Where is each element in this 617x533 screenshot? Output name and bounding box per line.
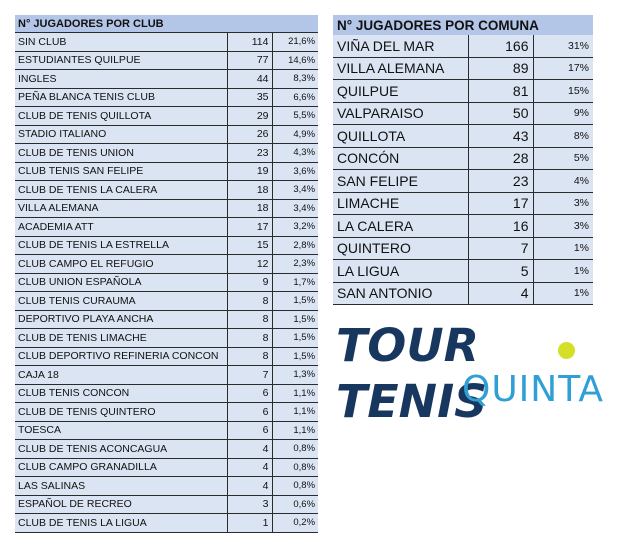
club-row bbox=[15, 88, 318, 107]
club-count-cell: 35 bbox=[227, 88, 272, 107]
club-name-cell: CLUB CAMPO EL REFUGIO bbox=[15, 255, 227, 274]
club-pct-cell: 1,1% bbox=[272, 421, 318, 440]
comuna-table-header-row bbox=[333, 15, 593, 35]
club-row bbox=[15, 347, 318, 366]
club-count-cell: 6 bbox=[227, 403, 272, 422]
club-count-cell: 77 bbox=[227, 51, 272, 70]
club-row bbox=[15, 514, 318, 533]
club-count-cell: 4 bbox=[227, 458, 272, 477]
tennis-ball-icon bbox=[558, 342, 575, 359]
club-pct-cell: 1,5% bbox=[272, 292, 318, 311]
comuna-row bbox=[333, 125, 593, 148]
comuna-name-cell: QUINTERO bbox=[333, 237, 468, 260]
comuna-pct-cell: 31% bbox=[533, 35, 593, 57]
comuna-pct-cell: 9% bbox=[533, 102, 593, 125]
club-count-cell: 8 bbox=[227, 329, 272, 348]
club-name-cell: CLUB DE TENIS LA LIGUA bbox=[15, 514, 227, 533]
club-count-cell: 8 bbox=[227, 292, 272, 311]
comuna-count-cell: 7 bbox=[468, 237, 533, 260]
comuna-pct-cell: 17% bbox=[533, 57, 593, 80]
comuna-count-cell: 43 bbox=[468, 125, 533, 148]
club-pct-cell: 21,6% bbox=[272, 33, 318, 52]
comuna-table-title: N° JUGADORES POR COMUNA bbox=[333, 15, 593, 35]
comuna-name-cell: SAN ANTONIO bbox=[333, 282, 468, 305]
comuna-name-cell: QUILLOTA bbox=[333, 125, 468, 148]
comuna-count-cell: 17 bbox=[468, 192, 533, 215]
club-pct-cell: 2,8% bbox=[272, 236, 318, 255]
comuna-pct-cell: 1% bbox=[533, 282, 593, 305]
club-pct-cell: 2,3% bbox=[272, 255, 318, 274]
comuna-table-body bbox=[333, 35, 593, 305]
comuna-row bbox=[333, 170, 593, 193]
club-row bbox=[15, 273, 318, 292]
comuna-pct-cell: 4% bbox=[533, 170, 593, 193]
club-pct-cell: 0,6% bbox=[272, 495, 318, 514]
comuna-pct-cell: 3% bbox=[533, 192, 593, 215]
comuna-count-cell: 89 bbox=[468, 57, 533, 80]
club-pct-cell: 6,6% bbox=[272, 88, 318, 107]
club-count-cell: 44 bbox=[227, 70, 272, 89]
logo-subtitle: QUINTA bbox=[462, 369, 605, 410]
comuna-row bbox=[333, 35, 593, 57]
comuna-name-cell: LA CALERA bbox=[333, 215, 468, 238]
club-pct-cell: 4,9% bbox=[272, 125, 318, 144]
club-pct-cell: 1,1% bbox=[272, 384, 318, 403]
comuna-count-cell: 81 bbox=[468, 80, 533, 103]
comuna-name-cell: QUILPUE bbox=[333, 80, 468, 103]
club-row bbox=[15, 421, 318, 440]
club-row bbox=[15, 403, 318, 422]
club-row bbox=[15, 125, 318, 144]
club-pct-cell: 1,1% bbox=[272, 403, 318, 422]
comuna-name-cell: VIÑA DEL MAR bbox=[333, 35, 468, 57]
club-name-cell: DEPORTIVO PLAYA ANCHA bbox=[15, 310, 227, 329]
comuna-pct-cell: 3% bbox=[533, 215, 593, 238]
club-pct-cell: 1,5% bbox=[272, 347, 318, 366]
club-row bbox=[15, 495, 318, 514]
club-row bbox=[15, 292, 318, 311]
club-pct-cell: 1,7% bbox=[272, 273, 318, 292]
club-name-cell: CLUB DE TENIS UNION bbox=[15, 144, 227, 163]
comuna-name-cell: CONCÓN bbox=[333, 147, 468, 170]
club-count-cell: 15 bbox=[227, 236, 272, 255]
club-pct-cell: 0,8% bbox=[272, 477, 318, 496]
comuna-row bbox=[333, 237, 593, 260]
club-count-cell: 9 bbox=[227, 273, 272, 292]
club-row bbox=[15, 162, 318, 181]
club-pct-cell: 3,2% bbox=[272, 218, 318, 237]
club-name-cell: INGLES bbox=[15, 70, 227, 89]
comuna-name-cell: SAN FELIPE bbox=[333, 170, 468, 193]
comuna-count-cell: 5 bbox=[468, 260, 533, 283]
comuna-count-cell: 28 bbox=[468, 147, 533, 170]
club-pct-cell: 3,6% bbox=[272, 162, 318, 181]
comuna-row bbox=[333, 80, 593, 103]
club-name-cell: CLUB UNION ESPAÑOLA bbox=[15, 273, 227, 292]
club-row bbox=[15, 70, 318, 89]
club-count-cell: 8 bbox=[227, 347, 272, 366]
club-pct-cell: 0,8% bbox=[272, 440, 318, 459]
club-row bbox=[15, 255, 318, 274]
club-pct-cell: 0,2% bbox=[272, 514, 318, 533]
comuna-row bbox=[333, 102, 593, 125]
club-name-cell: CLUB DE TENIS LA ESTRELLA bbox=[15, 236, 227, 255]
club-row bbox=[15, 51, 318, 70]
comuna-name-cell: LIMACHE bbox=[333, 192, 468, 215]
club-table-header-row bbox=[15, 15, 318, 33]
club-pct-cell: 1,3% bbox=[272, 366, 318, 385]
club-table-title: N° JUGADORES POR CLUB bbox=[15, 15, 318, 33]
logo-title: TOUR TENIS bbox=[336, 319, 488, 428]
club-name-cell: VILLA ALEMANA bbox=[15, 199, 227, 218]
club-row bbox=[15, 199, 318, 218]
club-count-cell: 18 bbox=[227, 181, 272, 200]
comuna-pct-cell: 15% bbox=[533, 80, 593, 103]
club-name-cell: ACADEMIA ATT bbox=[15, 218, 227, 237]
club-name-cell: STADIO ITALIANO bbox=[15, 125, 227, 144]
club-count-cell: 114 bbox=[227, 33, 272, 52]
comuna-pct-cell: 5% bbox=[533, 147, 593, 170]
club-row bbox=[15, 218, 318, 237]
club-row bbox=[15, 33, 318, 52]
club-name-cell: CLUB DE TENIS QUINTERO bbox=[15, 403, 227, 422]
club-name-cell: CLUB DEPORTIVO REFINERIA CONCON bbox=[15, 347, 227, 366]
tour-tenis-logo bbox=[334, 318, 605, 428]
club-pct-cell: 14,6% bbox=[272, 51, 318, 70]
club-row bbox=[15, 310, 318, 329]
club-pct-cell: 1,5% bbox=[272, 329, 318, 348]
club-count-cell: 19 bbox=[227, 162, 272, 181]
comuna-pct-cell: 8% bbox=[533, 125, 593, 148]
club-count-cell: 3 bbox=[227, 495, 272, 514]
club-pct-cell: 3,4% bbox=[272, 199, 318, 218]
club-count-cell: 8 bbox=[227, 310, 272, 329]
club-table-body bbox=[15, 33, 318, 533]
comuna-count-cell: 50 bbox=[468, 102, 533, 125]
club-count-cell: 18 bbox=[227, 199, 272, 218]
comuna-row bbox=[333, 260, 593, 283]
club-name-cell: TOESCA bbox=[15, 421, 227, 440]
club-name-cell: CLUB CAMPO GRANADILLA bbox=[15, 458, 227, 477]
club-pct-cell: 3,4% bbox=[272, 181, 318, 200]
comuna-row bbox=[333, 282, 593, 305]
club-count-cell: 26 bbox=[227, 125, 272, 144]
club-pct-cell: 8,3% bbox=[272, 70, 318, 89]
club-name-cell: ESPAÑOL DE RECREO bbox=[15, 495, 227, 514]
comuna-pct-cell: 1% bbox=[533, 237, 593, 260]
club-row bbox=[15, 236, 318, 255]
club-count-cell: 7 bbox=[227, 366, 272, 385]
comuna-players-table bbox=[333, 15, 593, 305]
comuna-count-cell: 16 bbox=[468, 215, 533, 238]
comuna-count-cell: 166 bbox=[468, 35, 533, 57]
club-count-cell: 23 bbox=[227, 144, 272, 163]
club-name-cell: CAJA 18 bbox=[15, 366, 227, 385]
club-name-cell: CLUB TENIS CURAUMA bbox=[15, 292, 227, 311]
comuna-count-cell: 23 bbox=[468, 170, 533, 193]
comuna-name-cell: VALPARAISO bbox=[333, 102, 468, 125]
club-name-cell: PEÑA BLANCA TENIS CLUB bbox=[15, 88, 227, 107]
club-name-cell: CLUB DE TENIS QUILLOTA bbox=[15, 107, 227, 126]
club-pct-cell: 1,5% bbox=[272, 310, 318, 329]
club-players-table bbox=[15, 15, 318, 533]
club-name-cell: CLUB DE TENIS ACONCAGUA bbox=[15, 440, 227, 459]
club-name-cell: CLUB TENIS CONCON bbox=[15, 384, 227, 403]
club-count-cell: 29 bbox=[227, 107, 272, 126]
club-pct-cell: 5,5% bbox=[272, 107, 318, 126]
comuna-row bbox=[333, 57, 593, 80]
club-row bbox=[15, 458, 318, 477]
comuna-row bbox=[333, 192, 593, 215]
club-row bbox=[15, 366, 318, 385]
club-name-cell: LAS SALINAS bbox=[15, 477, 227, 496]
club-count-cell: 12 bbox=[227, 255, 272, 274]
club-count-cell: 6 bbox=[227, 384, 272, 403]
club-count-cell: 4 bbox=[227, 477, 272, 496]
club-row bbox=[15, 181, 318, 200]
club-row bbox=[15, 144, 318, 163]
comuna-name-cell: LA LIGUA bbox=[333, 260, 468, 283]
club-name-cell: CLUB DE TENIS LIMACHE bbox=[15, 329, 227, 348]
club-row bbox=[15, 440, 318, 459]
club-count-cell: 4 bbox=[227, 440, 272, 459]
club-count-cell: 17 bbox=[227, 218, 272, 237]
club-name-cell: ESTUDIANTES QUILPUE bbox=[15, 51, 227, 70]
club-name-cell: CLUB TENIS SAN FELIPE bbox=[15, 162, 227, 181]
club-pct-cell: 4,3% bbox=[272, 144, 318, 163]
club-row bbox=[15, 107, 318, 126]
comuna-row bbox=[333, 215, 593, 238]
club-count-cell: 1 bbox=[227, 514, 272, 533]
comuna-count-cell: 4 bbox=[468, 282, 533, 305]
comuna-name-cell: VILLA ALEMANA bbox=[333, 57, 468, 80]
club-pct-cell: 0,8% bbox=[272, 458, 318, 477]
club-name-cell: SIN CLUB bbox=[15, 33, 227, 52]
club-name-cell: CLUB DE TENIS LA CALERA bbox=[15, 181, 227, 200]
club-row bbox=[15, 477, 318, 496]
club-row bbox=[15, 384, 318, 403]
club-row bbox=[15, 329, 318, 348]
comuna-pct-cell: 1% bbox=[533, 260, 593, 283]
comuna-row bbox=[333, 147, 593, 170]
club-count-cell: 6 bbox=[227, 421, 272, 440]
